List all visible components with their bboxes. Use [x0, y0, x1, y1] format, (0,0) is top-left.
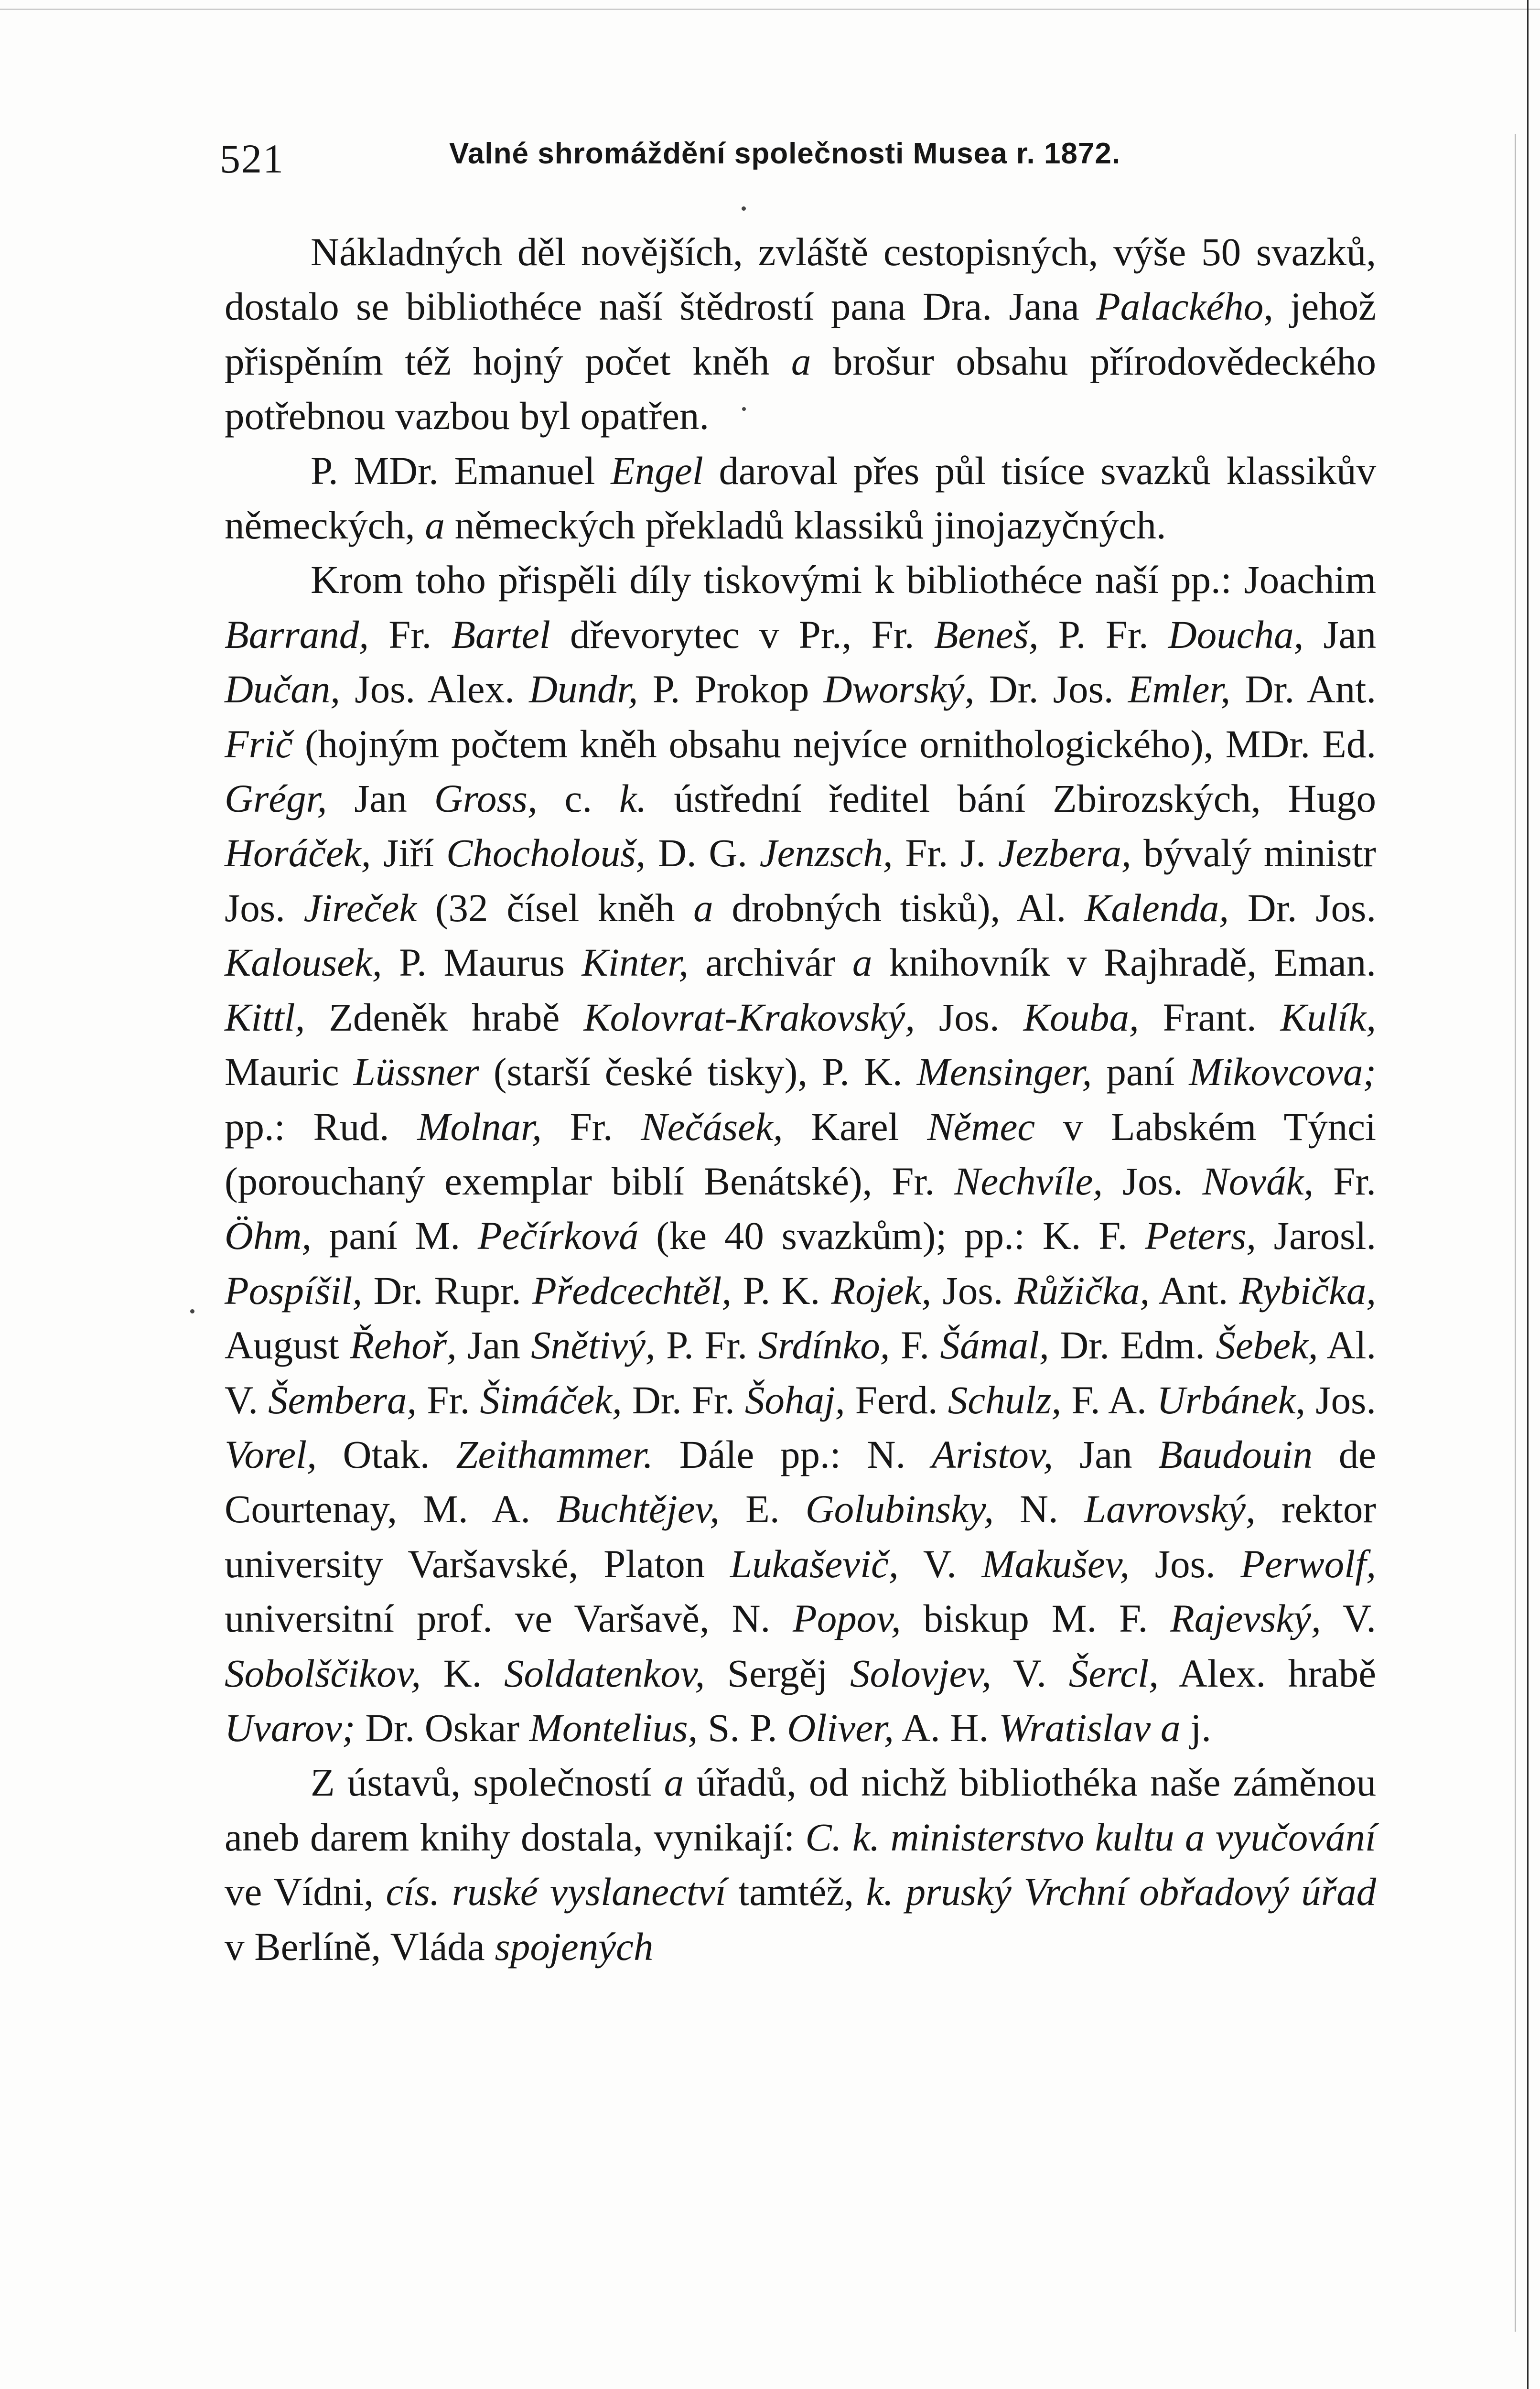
- italic-name: Baudouin: [1158, 1432, 1313, 1476]
- paragraph: Krom toho přispěli díly tiskovými k bibliothéce naší pp.: Joachim Barrand, Fr. Bartel dřevorytec v Pr., Fr. Beneš, P. Fr. Doucha, Jan Dučan, Jos. Alex. Dundr, P. Prokop Dworský, Dr. Jos. Emler, Dr. Ant. Frič (hojným počtem kněh obsahu nejvíce ornithologického), MDr. Ed. Grégr, Jan Gross, c. k. ústřední ředitel bání Zbirozských, Hugo Horáček, Jiří Chocholouš, D. G. Jenzsch, Fr. J. Jezbera, bývalý ministr Jos. Jireček (32 čísel kněh a drobných tisků), Al. Kalenda, Dr. Jos. Kalousek, P. Maurus Kinter, archivár a knihovník v Rajhradě, Eman. Kittl, Zdeněk hrabě Kolovrat-Krakovský, Jos. Kouba, Frant. Kulík, Mauric Lüssner (starší české tisky), P. K. Mensinger, paní Mikovcova; pp.: Rud. Molnar, Fr. Nečásek, Karel Němec v Labském Týnci (porouchaný exemplar biblí Benátské), Fr. Nechvíle, Jos. Novák, Fr. Öhm, paní M. Pečírková (ke 40 svazkům); pp.: K. F. Peters, Jarosl. Pospíšil, Dr. Rupr. Předcechtěl, P. K. Rojek, Jos. Růžička, Ant. Rybička, August Řehoř, Jan Snětivý, P. Fr. Srdínko, F. Šámal, Dr. Edm. Šebek, Al. V. Šembera, Fr. Šimáček, Dr. Fr. Šohaj, Ferd. Schulz, F. A. Urbánek, Jos. Vorel, Otak. Zeithammer. Dále pp.: N. Aristov, Jan Baudouin de Courtenay, M. A. Buchtějev, E. Golubinsky, N. Lavrovský, rektor university Varšavské, Platon Lukaševič, V. Makušev, Jos. Perwolf, universitní prof. ve Varšavě, N. Popov, biskup M. F. Rajevský, V. Sobolščikov, K. Soldatenkov, Sergěj Solovjev, V. Šercl, Alex. hrabě Uvarov; Dr. Oskar Montelius, S. P. Oliver, A. H. Wratislav a j.: [225, 558, 1377, 1750]
- italic-name: Perwolf,: [1240, 1541, 1377, 1586]
- italic-name: Kouba,: [1023, 995, 1139, 1039]
- italic-name: Bartel: [451, 612, 550, 656]
- italic-name: Dundr,: [529, 667, 638, 711]
- italic-name: a: [425, 503, 445, 548]
- italic-name: Vrchní: [1023, 1870, 1127, 1914]
- italic-name: Gross,: [434, 776, 538, 821]
- italic-name: Doucha,: [1168, 612, 1304, 656]
- italic-name: Rajevský,: [1170, 1596, 1321, 1641]
- body-text: [225, 225, 1376, 1974]
- italic-name: Soldatenkov,: [504, 1651, 705, 1695]
- italic-name: Engel: [611, 448, 703, 493]
- italic-name: Molnar,: [417, 1104, 542, 1149]
- italic-name: Sobolščikov,: [225, 1651, 421, 1695]
- italic-name: Urbánek,: [1156, 1377, 1306, 1422]
- italic-name: Peters,: [1145, 1214, 1256, 1258]
- scan-speck: [742, 407, 746, 411]
- italic-name: Emler,: [1128, 667, 1231, 711]
- italic-name: Šámal,: [940, 1323, 1049, 1367]
- italic-name: Lüssner: [353, 1050, 479, 1094]
- italic-name: C.: [805, 1815, 842, 1859]
- italic-name: k.: [852, 1815, 880, 1859]
- italic-name: Mikovcova;: [1189, 1050, 1377, 1094]
- italic-name: vyslanectví: [550, 1870, 726, 1914]
- italic-name: Němec: [927, 1104, 1035, 1149]
- italic-name: a: [664, 1760, 684, 1805]
- scan-speck: [190, 1309, 194, 1313]
- italic-name: Wratislav: [999, 1705, 1151, 1750]
- italic-name: Kinter,: [582, 940, 689, 985]
- italic-name: Jenzsch,: [759, 831, 893, 875]
- italic-name: Jireček: [303, 885, 417, 930]
- italic-name: Kulík,: [1280, 995, 1377, 1039]
- italic-name: Kolovrat-Krakovský,: [583, 995, 915, 1039]
- italic-name: Šercl,: [1068, 1651, 1159, 1695]
- italic-name: Nečásek,: [641, 1104, 783, 1149]
- italic-name: vyučování: [1215, 1815, 1377, 1859]
- italic-name: Palackého,: [1096, 284, 1274, 329]
- italic-name: Aristov,: [931, 1432, 1054, 1476]
- scan-speck: [742, 206, 746, 211]
- italic-name: ruské: [452, 1870, 538, 1914]
- italic-name: Dworský,: [823, 667, 975, 711]
- italic-name: Nechvíle,: [954, 1159, 1103, 1203]
- italic-name: Řehoř,: [350, 1323, 457, 1367]
- italic-name: pruský: [905, 1870, 1012, 1914]
- italic-name: Popov,: [793, 1596, 901, 1641]
- italic-name: Mensinger,: [916, 1050, 1092, 1094]
- running-title: Valné shromáždění společnosti Musea r. 1872.: [449, 137, 1121, 170]
- italic-name: Grégr,: [225, 776, 327, 821]
- italic-name: Beneš,: [934, 612, 1039, 656]
- italic-name: spojených: [495, 1924, 654, 1969]
- italic-name: Buchtějev,: [556, 1487, 720, 1531]
- italic-name: Golubinsky,: [805, 1487, 994, 1531]
- italic-name: Frič: [225, 721, 293, 766]
- italic-name: Schulz,: [948, 1377, 1062, 1422]
- italic-name: Jezbera,: [998, 831, 1131, 875]
- italic-name: Solovjev,: [850, 1651, 991, 1695]
- italic-name: Rybička,: [1239, 1268, 1377, 1313]
- italic-name: Uvarov;: [225, 1705, 355, 1750]
- italic-name: Öhm,: [225, 1214, 312, 1258]
- italic-name: ministerstvo: [890, 1815, 1085, 1859]
- italic-name: Snětivý,: [531, 1323, 656, 1367]
- italic-name: k.: [619, 776, 647, 821]
- paragraph: P. MDr. Emanuel Engel daroval přes půl tisíce svazků klassikův německých, a německých překladů klassiků jinojazyčných.: [225, 448, 1377, 548]
- italic-name: Předcechtěl,: [532, 1268, 732, 1313]
- italic-name: úřad: [1301, 1870, 1377, 1914]
- italic-name: Šebek,: [1216, 1323, 1318, 1367]
- italic-name: Šembera,: [268, 1377, 417, 1422]
- italic-name: Dučan,: [225, 667, 341, 711]
- scan-gutter-line: [1515, 134, 1516, 2332]
- italic-name: kultu: [1095, 1815, 1174, 1859]
- italic-name: Lavrovský,: [1084, 1487, 1256, 1531]
- italic-name: a: [852, 940, 872, 985]
- italic-name: Rojek,: [831, 1268, 932, 1313]
- italic-name: Srdínko,: [758, 1323, 890, 1367]
- paragraph: Z ústavů, společností a úřadů, od nichž bibliothéka naše záměnou aneb darem knihy dostala, vynikají: C. k. ministerstvo kultu a vyučování ve Vídni, cís. ruské vyslanectví tamtéž, k. pruský Vrchní obřadový úřad v Berlíně, Vláda spojených: [225, 1760, 1377, 1969]
- italic-name: Makušev,: [981, 1541, 1130, 1586]
- italic-name: Šimáček,: [480, 1377, 622, 1422]
- italic-name: Kalousek,: [225, 940, 382, 985]
- italic-name: Montelius,: [529, 1705, 698, 1750]
- italic-name: Barrand,: [225, 612, 369, 656]
- italic-name: k.: [866, 1870, 894, 1914]
- scan-right-edge: [1527, 0, 1529, 2389]
- italic-name: a: [1160, 1705, 1181, 1750]
- italic-name: Novák,: [1202, 1159, 1314, 1203]
- italic-name: a: [791, 339, 811, 383]
- italic-name: Vorel,: [225, 1432, 317, 1476]
- italic-name: Pečírková: [477, 1214, 639, 1258]
- italic-name: Horáček,: [225, 831, 371, 875]
- paragraph: Nákladných děl novějších, zvláště cestopisných, výše 50 svazků, dostalo se bibliothéce naší štědrostí pana Dra. Jana Palackého, jehož přispěním též hojný počet kněh a brošur obsahu přírodovědeckého potřebnou vazbou byl opatřen.: [225, 230, 1377, 438]
- italic-name: Lukaševič,: [730, 1541, 899, 1586]
- scan-top-edge: [0, 9, 1540, 10]
- page-header: [220, 124, 1367, 191]
- italic-name: Chocholouš,: [446, 831, 646, 875]
- page-number: 521: [220, 136, 284, 182]
- italic-name: cís.: [386, 1870, 440, 1914]
- italic-name: Zeithammer.: [456, 1432, 654, 1476]
- italic-name: Kittl,: [225, 995, 305, 1039]
- italic-name: Pospíšil,: [225, 1268, 363, 1313]
- italic-name: Oliver,: [787, 1705, 894, 1750]
- italic-name: a: [693, 885, 713, 930]
- italic-name: Šohaj,: [744, 1377, 845, 1422]
- italic-name: Kalenda,: [1085, 885, 1229, 930]
- italic-name: Růžička,: [1014, 1268, 1150, 1313]
- italic-name: a: [1185, 1815, 1205, 1859]
- italic-name: obřadový: [1139, 1870, 1289, 1914]
